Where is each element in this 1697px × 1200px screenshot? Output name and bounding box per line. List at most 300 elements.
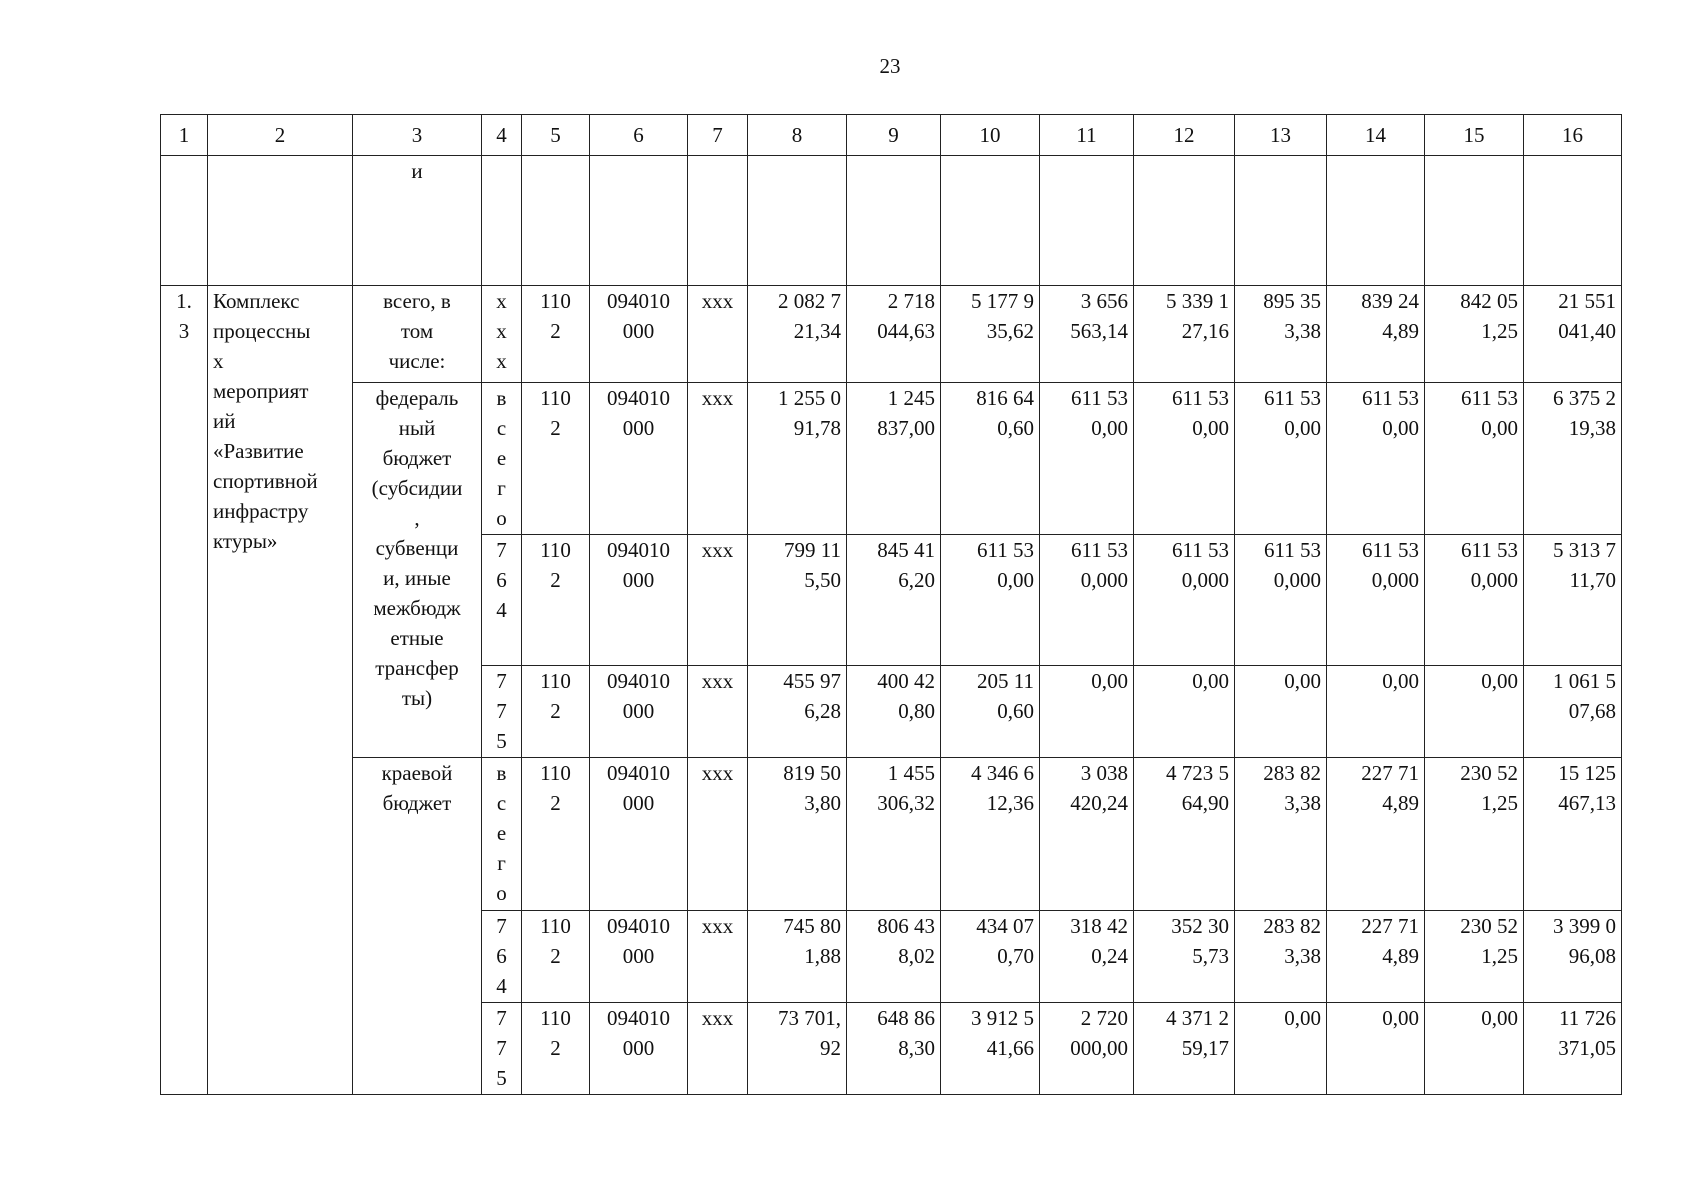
cell (1524, 156, 1622, 286)
header-cell-14: 14 (1327, 115, 1425, 156)
value-cell-14 (1327, 535, 1425, 666)
expense-type-cell (688, 535, 748, 666)
data-row (161, 383, 1622, 535)
cell-line: числе: (388, 349, 446, 373)
value-cell-16 (1524, 383, 1622, 535)
row-number (161, 286, 208, 1095)
cell-line: 648 86 (877, 1006, 935, 1030)
cell-line: 1 455 (887, 761, 935, 785)
cell-line: 1 255 0 (778, 386, 841, 410)
cell-line: 000 (622, 1036, 655, 1060)
cell-line: 434 07 (976, 914, 1034, 938)
cell-line: 044,63 (877, 319, 935, 343)
header-cell-15: 15 (1425, 115, 1524, 156)
cell-line: х (496, 289, 507, 313)
value-cell-15 (1425, 286, 1524, 383)
cell-line: 4 723 5 (1166, 761, 1229, 785)
cell-line: 283 82 (1263, 914, 1321, 938)
cell (1327, 156, 1425, 286)
cell-line: 5 (496, 1066, 507, 1090)
cell-line: 094010 (607, 669, 670, 693)
cell-line: процессны (213, 319, 311, 343)
cell-line: 1,25 (1481, 791, 1518, 815)
cell-line: г (497, 851, 506, 875)
cell-line: 845 41 (877, 538, 935, 562)
cell-line: 2 (550, 791, 561, 815)
cell-line: 611 53 (1461, 386, 1518, 410)
header-cell-1: 1 (161, 115, 208, 156)
header-cell-3: 3 (353, 115, 482, 156)
cell-line: 7 (496, 914, 507, 938)
cell-line: 07,68 (1568, 699, 1616, 723)
cell-line: 000 (622, 791, 655, 815)
value-cell-15 (1425, 1003, 1524, 1095)
cell-line: г (497, 476, 506, 500)
value-cell-16 (1524, 758, 1622, 911)
cell-line: 0,00 (1284, 416, 1321, 440)
cell-line: 611 53 (1362, 386, 1419, 410)
expense-type-cell (688, 383, 748, 535)
value-cell-13 (1235, 535, 1327, 666)
cell-line: 2 718 (887, 289, 935, 313)
cell-line: ный (398, 416, 436, 440)
cell-line: в (496, 761, 507, 785)
value-cell-9 (847, 758, 941, 911)
cell-line: 2 720 (1080, 1006, 1128, 1030)
cell-line: 745 80 (783, 914, 841, 938)
kvr-cell (482, 666, 522, 758)
cell-line: о (496, 881, 507, 905)
kvr-cell (482, 1003, 522, 1095)
header-cell-5: 5 (522, 115, 590, 156)
cell (1040, 156, 1134, 286)
cell-line: 611 53 (977, 538, 1034, 562)
cell-line: 455 97 (783, 669, 841, 693)
value-cell-12 (1134, 535, 1235, 666)
value-cell-11 (1040, 758, 1134, 911)
cell-line: 91,78 (793, 416, 841, 440)
cell (1134, 156, 1235, 286)
cell-line: е (496, 821, 507, 845)
cell-line: 000 (622, 319, 655, 343)
value-cell-15 (1425, 666, 1524, 758)
cell-line: х (213, 349, 224, 373)
section-cell (522, 911, 590, 1003)
value-cell-13 (1235, 666, 1327, 758)
cell-line: 227 71 (1361, 761, 1419, 785)
cell-line: 5 (496, 729, 507, 753)
header-cell-13: 13 (1235, 115, 1327, 156)
cell-line: 041,40 (1558, 319, 1616, 343)
cell-line: 0,80 (898, 699, 935, 723)
value-cell-14 (1327, 1003, 1425, 1095)
cell-line: 4,89 (1382, 944, 1419, 968)
cell-line: 3 912 5 (971, 1006, 1034, 1030)
cell-line: 11,70 (1569, 568, 1616, 592)
cell-line: 0,00 (1382, 416, 1419, 440)
cell-line: 3 (178, 319, 190, 343)
cell-line: , (414, 506, 420, 530)
cell-line: 21,34 (793, 319, 841, 343)
source-federal (353, 383, 482, 758)
cell-line: 0,00 (1192, 669, 1229, 693)
value-cell-12 (1134, 383, 1235, 535)
cell (522, 156, 590, 286)
value-cell-15 (1425, 758, 1524, 911)
cell-line: 0,000 (1371, 568, 1419, 592)
cell-line: трансфер (375, 656, 459, 680)
cell-line: 094010 (607, 914, 670, 938)
cell-line: 094010 (607, 289, 670, 313)
cell-line: 110 (540, 914, 571, 938)
cell-line: 0,000 (1470, 568, 1518, 592)
cell-line: 352 30 (1171, 914, 1229, 938)
cell-line: 4 (496, 974, 507, 998)
cell-line: 110 (540, 538, 571, 562)
cell-line: х (496, 319, 507, 343)
value-cell-16 (1524, 666, 1622, 758)
cell-line: спортивной (213, 469, 318, 493)
cell-line: 0,00 (1382, 669, 1419, 693)
cell-line: 1 061 5 (1553, 669, 1616, 693)
cell-line: 806 43 (877, 914, 935, 938)
cell-line: ктуры» (213, 529, 278, 553)
cell-line: 420,24 (1070, 791, 1128, 815)
cell-line: 5 313 7 (1553, 538, 1616, 562)
value-cell-12 (1134, 758, 1235, 911)
value-cell-10 (941, 286, 1040, 383)
cell (688, 156, 748, 286)
cell-line: 094010 (607, 538, 670, 562)
cell-line: 0,60 (997, 699, 1034, 723)
cell-line: 6,20 (898, 568, 935, 592)
value-cell-8 (748, 383, 847, 535)
data-row (161, 758, 1622, 911)
cell-line: 59,17 (1181, 1036, 1229, 1060)
header-cell-7: 7 (688, 115, 748, 156)
page-number: 23 (879, 54, 901, 78)
cell-line: 4 (496, 598, 507, 622)
cell-line: 7 (496, 669, 507, 693)
cell-line: 611 53 (1264, 386, 1321, 410)
cell-line: 0,00 (1091, 669, 1128, 693)
cell-line: «Развитие (213, 439, 304, 463)
value-cell-9 (847, 535, 941, 666)
cell (590, 156, 688, 286)
header-cell-6: 6 (590, 115, 688, 156)
cell-line: 611 53 (1172, 538, 1229, 562)
cell-line: 837,00 (877, 416, 935, 440)
value-cell-16 (1524, 911, 1622, 1003)
cell-line: 318 42 (1070, 914, 1128, 938)
cell-line: 7 (496, 1036, 507, 1060)
kvr-cell (482, 383, 522, 535)
continuation-row (161, 156, 1622, 286)
section-cell (522, 383, 590, 535)
value-cell-11 (1040, 383, 1134, 535)
value-cell-12 (1134, 911, 1235, 1003)
cell-line: 7 (496, 1006, 507, 1030)
cell-line: 895 35 (1263, 289, 1321, 313)
value-cell-16 (1524, 535, 1622, 666)
cell (748, 156, 847, 286)
cell-line: 4 371 2 (1166, 1006, 1229, 1030)
cell-line: 4,89 (1382, 791, 1419, 815)
cell-line: 19,38 (1568, 416, 1616, 440)
cell-line: 467,13 (1558, 791, 1616, 815)
event-name (208, 286, 353, 1095)
cell-line: ххх (701, 1006, 734, 1030)
value-cell-14 (1327, 911, 1425, 1003)
value-cell-13 (1235, 1003, 1327, 1095)
cell-line: 3 399 0 (1553, 914, 1616, 938)
cell-line: 35,62 (986, 319, 1034, 343)
target-article-cell (590, 666, 688, 758)
cell-line: 000 (622, 944, 655, 968)
cell-line: 816 64 (976, 386, 1034, 410)
cell-line: 2 (550, 319, 561, 343)
cell-line: 7 (496, 699, 507, 723)
cell-line: 0,00 (1284, 1006, 1321, 1030)
header-cell-2: 2 (208, 115, 353, 156)
cell-line: 306,32 (877, 791, 935, 815)
value-cell-11 (1040, 1003, 1134, 1095)
cell-line: 0,000 (1181, 568, 1229, 592)
value-cell-15 (1425, 383, 1524, 535)
cell-line: 2 (550, 416, 561, 440)
header-row (161, 115, 1622, 156)
target-article-cell (590, 758, 688, 911)
cell (208, 156, 353, 286)
cell (482, 156, 522, 286)
cell-line: том (400, 319, 434, 343)
cell-line: 41,66 (986, 1036, 1034, 1060)
expense-type-cell (688, 286, 748, 383)
value-cell-13 (1235, 911, 1327, 1003)
cell-line: 205 11 (977, 669, 1034, 693)
value-cell-16 (1524, 1003, 1622, 1095)
cell-line: 0,00 (1481, 1006, 1518, 1030)
value-cell-15 (1425, 535, 1524, 666)
cell-line: ххх (701, 914, 734, 938)
value-cell-9 (847, 666, 941, 758)
cell-line: 0,00 (1192, 416, 1229, 440)
cell-line: 1,25 (1481, 944, 1518, 968)
value-cell-11 (1040, 286, 1134, 383)
value-cell-13 (1235, 758, 1327, 911)
cell-line: 27,16 (1181, 319, 1229, 343)
target-article-cell (590, 286, 688, 383)
cell-line: 96,08 (1568, 944, 1616, 968)
cell-line: 15 125 (1558, 761, 1616, 785)
value-cell-11 (1040, 666, 1134, 758)
section-cell (522, 666, 590, 758)
cell-line: 4 346 6 (971, 761, 1034, 785)
cell-line: 6 (496, 944, 507, 968)
cell-line: 094010 (607, 761, 670, 785)
cell-line: 611 53 (1362, 538, 1419, 562)
target-article-cell (590, 535, 688, 666)
cell-line: 4,89 (1382, 319, 1419, 343)
value-cell-11 (1040, 535, 1134, 666)
cell-line: 2 (550, 568, 561, 592)
source-total (353, 286, 482, 383)
cell-line: 3,38 (1284, 944, 1321, 968)
target-article-cell (590, 911, 688, 1003)
value-cell-14 (1327, 666, 1425, 758)
target-article-cell (590, 1003, 688, 1095)
cell-line: 000 (622, 699, 655, 723)
section-cell (522, 758, 590, 911)
cell-line: 73 701, (778, 1006, 841, 1030)
cell-line: краевой (381, 761, 453, 785)
cell-line: бюджет (382, 791, 452, 815)
cell-line: 3,80 (804, 791, 841, 815)
cell-line: 7 (496, 538, 507, 562)
value-cell-10 (941, 758, 1040, 911)
cell-line: 2 (550, 944, 561, 968)
section-cell (522, 1003, 590, 1095)
cell (161, 156, 208, 286)
source-regional (353, 758, 482, 1095)
cell-line: 6 (496, 568, 507, 592)
cell-line: 0,00 (1382, 1006, 1419, 1030)
value-cell-8 (748, 286, 847, 383)
cell-line: 839 24 (1361, 289, 1419, 313)
cell-line: 2 082 7 (778, 289, 841, 313)
expense-type-cell (688, 758, 748, 911)
value-cell-9 (847, 286, 941, 383)
cell-line: х (496, 349, 507, 373)
cell-line: всего, в (383, 289, 451, 313)
cell-line: 110 (540, 289, 571, 313)
cell-line: 563,14 (1070, 319, 1128, 343)
continuation-text: и (353, 156, 482, 286)
value-cell-8 (748, 911, 847, 1003)
kvr-cell (482, 535, 522, 666)
kvr-cell (482, 758, 522, 911)
cell-line: е (496, 446, 507, 470)
value-cell-14 (1327, 383, 1425, 535)
cell-line: бюджет (382, 446, 452, 470)
cell-line: 1,25 (1481, 319, 1518, 343)
value-cell-15 (1425, 911, 1524, 1003)
cell-line: 230 52 (1460, 761, 1518, 785)
value-cell-8 (748, 666, 847, 758)
value-cell-13 (1235, 383, 1327, 535)
cell-line: субвенци (375, 536, 459, 560)
cell-line: 094010 (607, 1006, 670, 1030)
cell-line: 0,000 (1080, 568, 1128, 592)
cell-line: 094010 (607, 386, 670, 410)
cell-line: в (496, 386, 507, 410)
value-cell-10 (941, 911, 1040, 1003)
cell-line: с (496, 791, 507, 815)
expense-type-cell (688, 911, 748, 1003)
cell-line: 6 375 2 (1553, 386, 1616, 410)
cell-line: 11 726 (1559, 1006, 1616, 1030)
cell-line: 0,60 (997, 416, 1034, 440)
cell-line: 2 (550, 699, 561, 723)
cell-line: 0,00 (1091, 416, 1128, 440)
value-cell-8 (748, 758, 847, 911)
cell-line: ххх (701, 289, 734, 313)
budget-table (160, 114, 1622, 1095)
value-cell-10 (941, 1003, 1040, 1095)
cell-line: 110 (540, 761, 571, 785)
cell-line: 64,90 (1181, 791, 1229, 815)
cell-line: 3,38 (1284, 791, 1321, 815)
cell-line: 0,24 (1091, 944, 1128, 968)
header-cell-4: 4 (482, 115, 522, 156)
cell-line: 611 53 (1461, 538, 1518, 562)
header-cell-12: 12 (1134, 115, 1235, 156)
cell-line: 000,00 (1070, 1036, 1128, 1060)
value-cell-9 (847, 383, 941, 535)
cell-line: 5,50 (804, 568, 841, 592)
cell-line: 8,02 (898, 944, 935, 968)
value-cell-12 (1134, 666, 1235, 758)
cell-line: 0,000 (1273, 568, 1321, 592)
value-cell-9 (847, 1003, 941, 1095)
cell-line: 110 (540, 1006, 571, 1030)
header-cell-16: 16 (1524, 115, 1622, 156)
cell-line: 1,88 (804, 944, 841, 968)
cell (847, 156, 941, 286)
cell-line: 92 (820, 1036, 841, 1060)
value-cell-14 (1327, 758, 1425, 911)
header-cell-8: 8 (748, 115, 847, 156)
value-cell-11 (1040, 911, 1134, 1003)
value-cell-12 (1134, 1003, 1235, 1095)
expense-type-cell (688, 1003, 748, 1095)
cell-line: ий (213, 409, 236, 433)
cell-line: 842 05 (1460, 289, 1518, 313)
cell-line: 8,30 (898, 1036, 935, 1060)
cell-line: 2 (550, 1036, 561, 1060)
cell-line: 611 53 (1071, 538, 1128, 562)
cell-line: 110 (540, 669, 571, 693)
kvr-cell (482, 286, 522, 383)
cell-line: федераль (375, 386, 459, 410)
cell-line: 000 (622, 568, 655, 592)
cell (1235, 156, 1327, 286)
cell-line: 1 245 (887, 386, 935, 410)
kvr-cell (482, 911, 522, 1003)
cell-line: 1. (176, 289, 192, 313)
cell-line: с (496, 416, 507, 440)
cell-line: 21 551 (1558, 289, 1616, 313)
value-cell-14 (1327, 286, 1425, 383)
cell-line: (субсидии (371, 476, 463, 500)
cell-line: 799 11 (784, 538, 841, 562)
cell-line: 0,00 (1481, 669, 1518, 693)
cell-line: ххх (701, 761, 734, 785)
cell-line: ххх (701, 538, 734, 562)
value-cell-8 (748, 1003, 847, 1095)
cell-line: 5 177 9 (971, 289, 1034, 313)
cell-line: 283 82 (1263, 761, 1321, 785)
cell-line: етные (390, 626, 444, 650)
cell-line: 230 52 (1460, 914, 1518, 938)
cell-line: 400 42 (877, 669, 935, 693)
cell-line: инфрастру (213, 499, 309, 523)
section-cell (522, 286, 590, 383)
cell-line: 5 339 1 (1166, 289, 1229, 313)
value-cell-9 (847, 911, 941, 1003)
cell-line: 6,28 (804, 699, 841, 723)
cell-line: 611 53 (1172, 386, 1229, 410)
